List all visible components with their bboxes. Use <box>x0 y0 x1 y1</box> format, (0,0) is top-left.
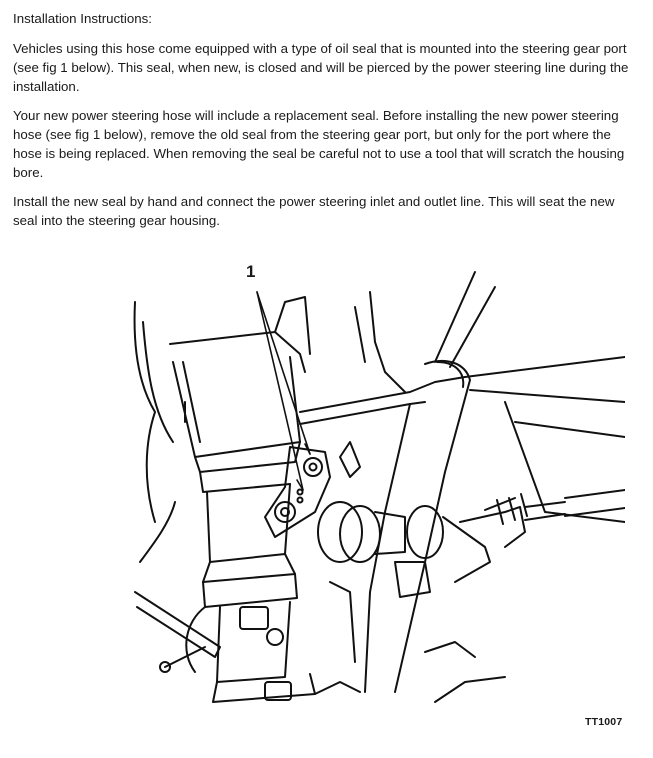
steering-column <box>186 484 315 702</box>
right-linkage <box>300 272 625 692</box>
tie-rod-boots <box>318 490 625 597</box>
paragraph-remove-old-seal: Your new power steering hose will include a replacement seal. Before installing the new power steering hose (see fig 1 below), remove the old seal from the steering gear port, but only for the port where the hose is being replaced. When removing the seal be careful not to use a tool that will scratch the housing bore. <box>13 108 625 180</box>
lower-components <box>315 442 505 702</box>
seal-bracket <box>265 447 330 537</box>
callout-leader-lines <box>257 292 310 490</box>
callout-number: 1 <box>246 262 256 281</box>
line-drawing <box>125 262 625 732</box>
instructions-document <box>13 9 638 240</box>
figure-id-label: TT1007 <box>585 716 623 728</box>
paragraph-seal-description: Vehicles using this hose come equipped with a type of oil seal that is mounted into the steering gear port (see fig 1 below). This seal, when new, is closed and will be pierced by the power steering line during the installation. <box>13 41 629 94</box>
left-frame-structure <box>135 302 220 672</box>
paragraph-install-new-seal: Install the new seal by hand and connect the power steering inlet and outlet line. This will seat the new seal into the steering gear housing. <box>13 194 615 228</box>
steering-gear-illustration <box>125 262 625 732</box>
document-heading: Installation Instructions: <box>13 11 152 26</box>
